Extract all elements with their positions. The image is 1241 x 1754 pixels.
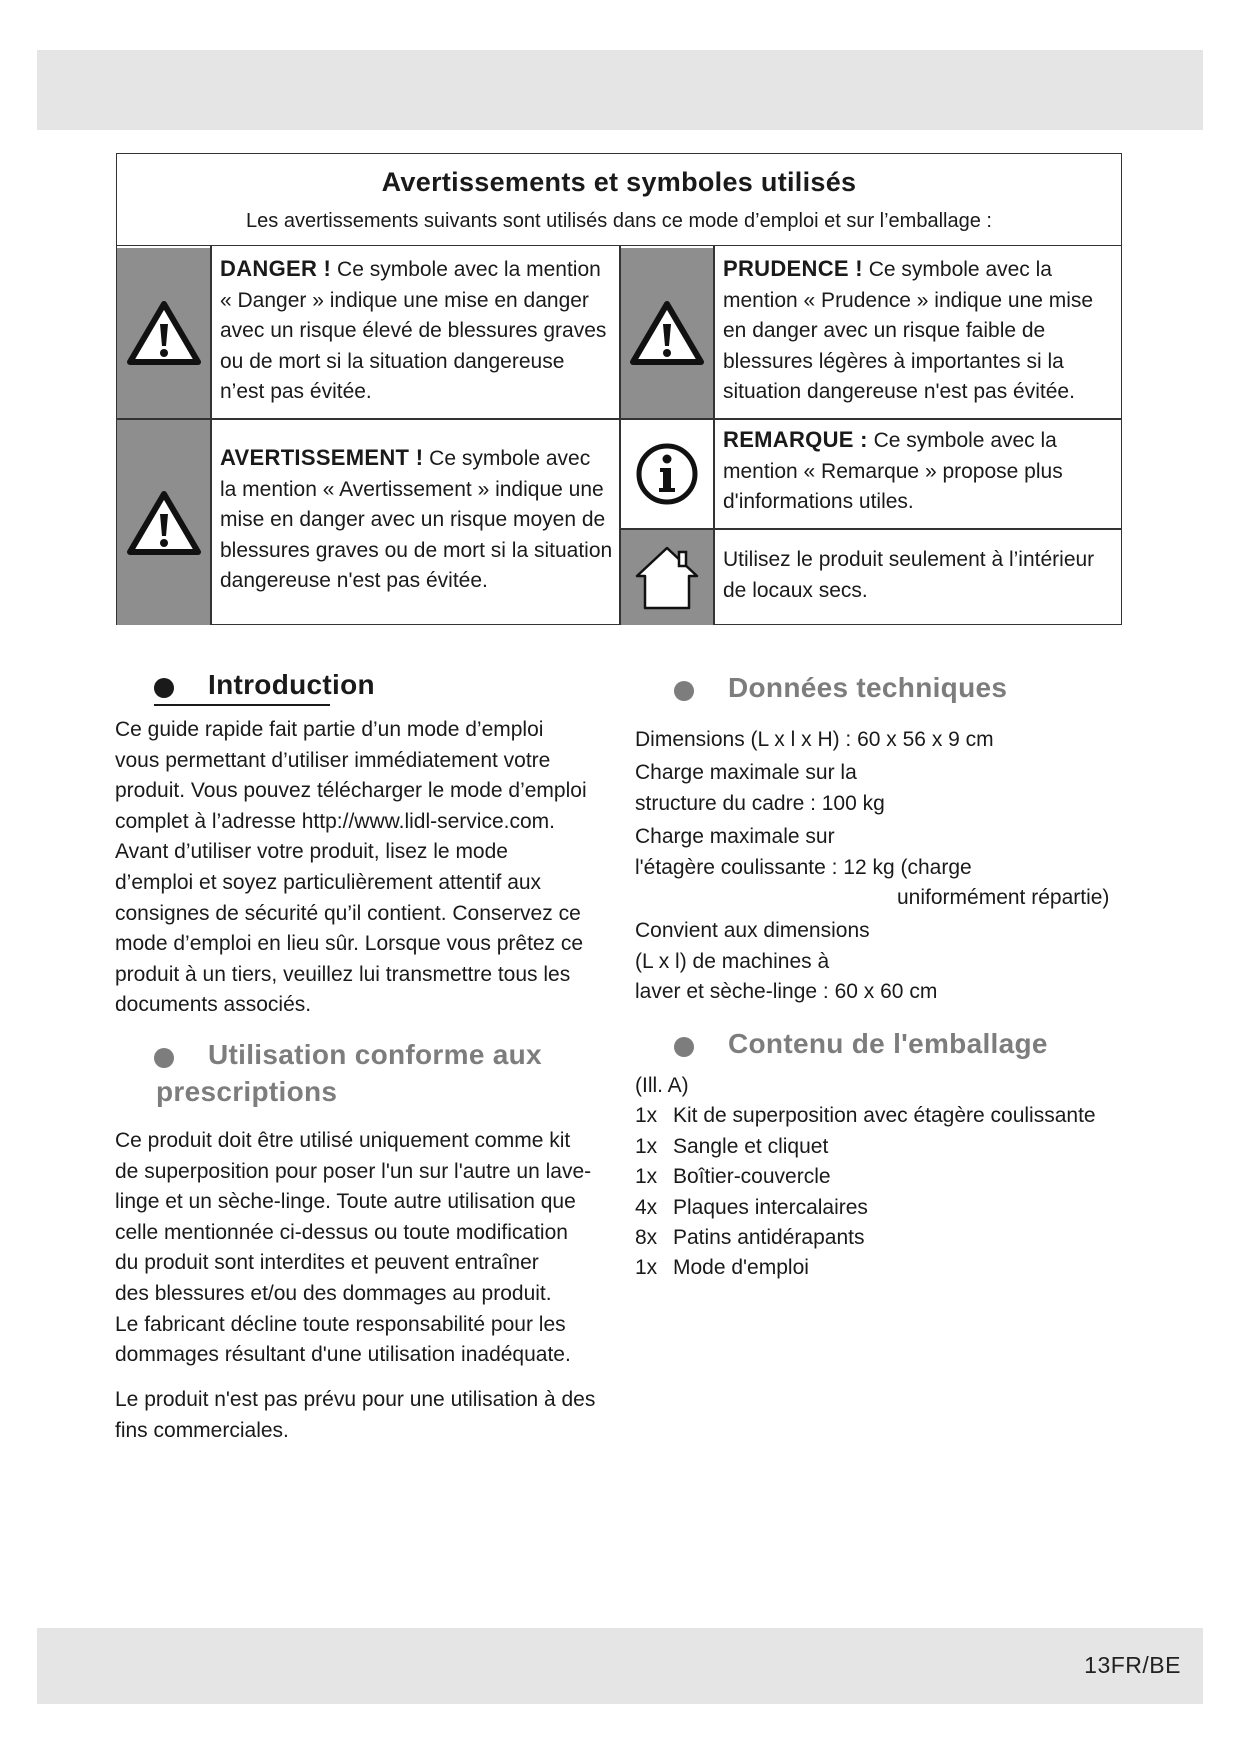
list-item: 1x Mode d'emploi — [635, 1256, 809, 1280]
utilisation-heading-line2: prescriptions — [156, 1076, 338, 1107]
list-item: 8x Patins antidérapants — [635, 1226, 865, 1250]
page-number: 13FR/BE — [1084, 1652, 1181, 1678]
list-item: 1x Sangle et cliquet — [635, 1134, 829, 1158]
list-item: 1x Boîtier-couvercle — [635, 1165, 831, 1189]
contenu-list — [635, 1071, 1135, 1284]
prudence-warning-triangle-icon — [630, 300, 704, 366]
remarque-text: REMARQUE : Ce symbole avec la mention « Remarque » propose plus d'informations utiles. — [723, 427, 1063, 513]
remarque-label: REMARQUE : — [723, 427, 868, 452]
donnees-heading: Données techniques — [728, 672, 1008, 703]
indoor-icon-cell — [621, 530, 713, 625]
bullet-icon — [674, 1037, 694, 1057]
bullet-icon — [154, 1048, 174, 1068]
introduction-text: Ce guide rapide fait partie d’un mode d’emploi vous permettant d’utiliser immédiatement votre produit. Vous pouvez télécharger le mode d’emploi complet à l’adresse http://www.lidl-service.com. Avant d’utiliser votre produit, lisez le mode d’emploi et soyez particulièrement attentif aux consignes de sécurité qu’il contient. Conservez ce mode d’emploi en lieu sûr. Lorsque vous prêtez ce produit à un tiers, veuillez lui transmettre tous les documents associés. — [115, 718, 587, 1017]
avertissement-icon-cell — [117, 420, 210, 625]
prudence-label: PRUDENCE ! — [723, 256, 863, 281]
utilisation-text: Ce produit doit être utilisé uniquement comme kit de superposition pour poser l'un sur l'autre un lave- linge et un sèche-linge. Toute autre utilisation que celle mentionnée ci-dessus ou toute modification du produit sont interdites et peuvent entraîner des blessures et/ou des dommages au produit. Le fabricant décline toute responsabilité pour les dommages résultant d'une utilisation inadéquate. — [115, 1129, 592, 1367]
warnings-header — [117, 154, 1121, 246]
utilisation-heading: Utilisation conforme aux — [208, 1039, 542, 1070]
header-band — [37, 50, 1203, 130]
prudence-icon-cell — [621, 248, 713, 418]
indoor-text: Utilisez le produit seulement à l’intérieur de locaux secs. — [723, 548, 1095, 602]
charge-etagere-text: Charge maximale sur l'étagère coulissante : 12 kg (charge uniformément répartie) — [635, 825, 1110, 910]
charge-cadre-text: Charge maximale sur la structure du cadre : 100 kg — [635, 761, 885, 815]
list-item: 1x Kit de superposition avec étagère coulissante — [635, 1104, 1096, 1128]
heading-underline — [154, 704, 330, 706]
footer-band — [37, 1628, 1203, 1704]
warnings-title: Avertissements et symboles utilisés — [381, 167, 857, 197]
info-icon — [635, 442, 699, 506]
house-icon — [631, 542, 703, 614]
introduction-heading: Introduction — [208, 669, 375, 700]
contenu-heading: Contenu de l'emballage — [728, 1028, 1048, 1059]
warnings-table — [116, 153, 1122, 625]
divider — [210, 246, 212, 625]
divider — [713, 246, 715, 625]
convient-text: Convient aux dimensions (L x l) de machines à laver et sèche-linge : 60 x 60 cm — [635, 919, 938, 1004]
danger-label: DANGER ! — [220, 256, 332, 281]
avertissement-label: AVERTISSEMENT ! — [220, 445, 424, 470]
bullet-icon — [674, 681, 694, 701]
dimensions-text: Dimensions (L x l x H) : 60 x 56 x 9 cm — [635, 728, 994, 751]
ill-reference: (Ill. A) — [635, 1074, 689, 1097]
prudence-text: PRUDENCE ! Ce symbole avec la mention « Prudence » indique une mise en danger avec un risque faible de blessures légères à importantes si la situation dangereuse n'est pas évitée. — [723, 256, 1094, 403]
remarque-icon-cell — [621, 420, 713, 528]
warnings-subtitle: Les avertissements suivants sont utilisés dans ce mode d’emploi et sur l’emballage : — [246, 210, 992, 232]
avertissement-warning-triangle-icon — [127, 490, 201, 556]
bullet-icon — [154, 678, 174, 698]
avertissement-text: AVERTISSEMENT ! Ce symbole avec la mention « Avertissement » indique une mise en danger avec un risque moyen de blessures graves ou de mort si la situation dangereuse n'est pas évitée. — [220, 445, 613, 592]
danger-text: DANGER ! Ce symbole avec la mention « Danger » indique une mise en danger avec un risque élevé de blessures graves ou de mort si la situation dangereuse n’est pas évitée. — [220, 256, 607, 403]
danger-icon-cell — [117, 248, 210, 418]
utilisation-text-2: Le produit n'est pas prévu pour une utilisation à des fins commerciales. — [115, 1388, 596, 1442]
danger-warning-triangle-icon — [127, 300, 201, 366]
list-item: 4x Plaques intercalaires — [635, 1195, 868, 1219]
